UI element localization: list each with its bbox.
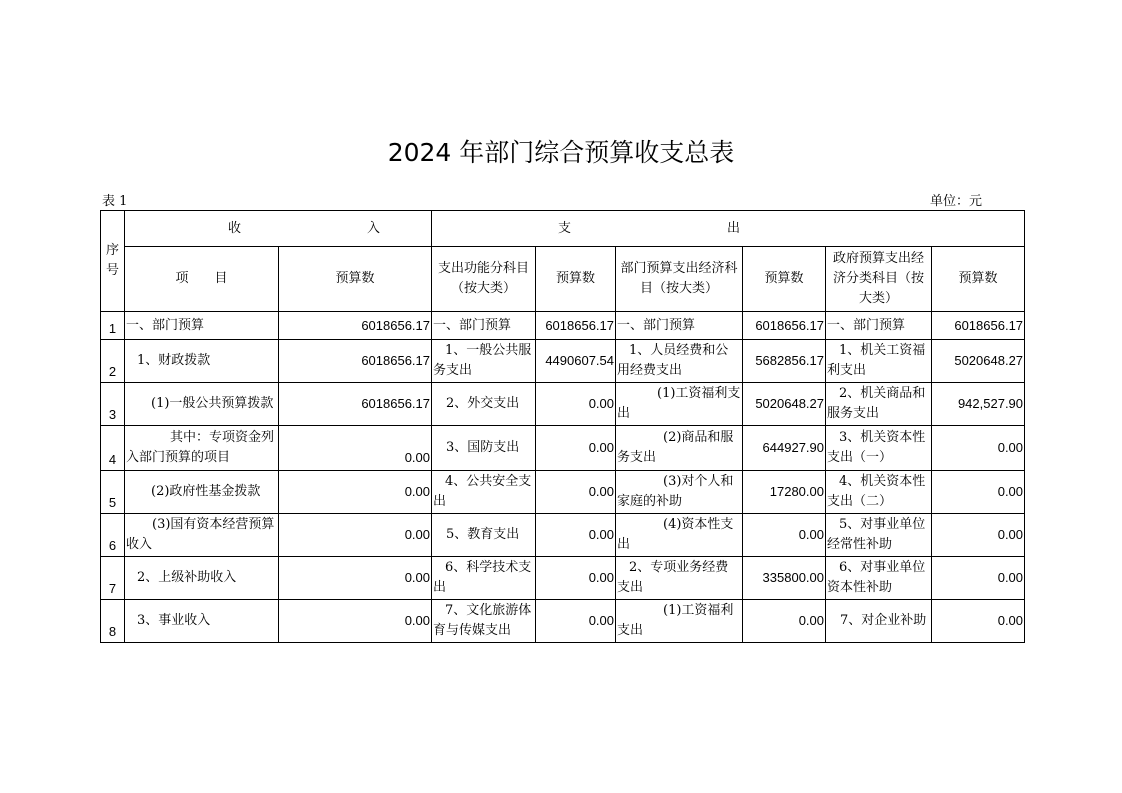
func-item: 6、科学技术支出: [432, 557, 536, 600]
header-expense: 支 出: [432, 211, 1025, 247]
dept-amount: 644927.90: [743, 426, 826, 471]
func-amount: 0.00: [536, 471, 616, 514]
header-income-budget: 预算数: [279, 247, 432, 312]
table-row: [101, 312, 1025, 340]
row-seq: 4: [101, 426, 125, 471]
func-amount: 4490607.54: [536, 340, 616, 383]
dept-item: (3)对个人和家庭的补助: [616, 471, 743, 514]
func-item: 一、部门预算: [432, 312, 536, 340]
func-amount: 0.00: [536, 426, 616, 471]
dept-amount: 0.00: [743, 600, 826, 643]
dept-amount: 17280.00: [743, 471, 826, 514]
table-row: [101, 340, 1025, 383]
table-row: [101, 383, 1025, 426]
income-item: (2)政府性基金拨款: [125, 471, 279, 514]
income-item: 一、部门预算: [125, 312, 279, 340]
header-item: 项 目: [125, 247, 279, 312]
row-seq: 8: [101, 600, 125, 643]
gov-amount: 0.00: [932, 600, 1025, 643]
header-seq: 序号: [101, 211, 125, 312]
income-item: 3、事业收入: [125, 600, 279, 643]
gov-item: 4、机关资本性支出（二）: [826, 471, 932, 514]
row-seq: 2: [101, 340, 125, 383]
gov-item: 2、机关商品和服务支出: [826, 383, 932, 426]
gov-amount: 0.00: [932, 426, 1025, 471]
func-amount: 0.00: [536, 514, 616, 557]
table-row: [101, 600, 1025, 643]
header-income: 收 入: [125, 211, 432, 247]
dept-amount: 6018656.17: [743, 312, 826, 340]
income-amount: 6018656.17: [279, 383, 432, 426]
header-func-subject: 支出功能分科目（按大类）: [432, 247, 536, 312]
dept-item: (2)商品和服务支出: [616, 426, 743, 471]
income-item: 1、财政拨款: [125, 340, 279, 383]
row-seq: 1: [101, 312, 125, 340]
header-gov-budget: 预算数: [932, 247, 1025, 312]
income-amount: 0.00: [279, 600, 432, 643]
income-amount: 0.00: [279, 471, 432, 514]
dept-amount: 5020648.27: [743, 383, 826, 426]
header-dept-budget: 预算数: [743, 247, 826, 312]
row-seq: 7: [101, 557, 125, 600]
dept-amount: 335800.00: [743, 557, 826, 600]
income-amount: 0.00: [279, 557, 432, 600]
func-item: 5、教育支出: [432, 514, 536, 557]
dept-item: (4)资本性支出: [616, 514, 743, 557]
dept-item: 1、人员经费和公用经费支出: [616, 340, 743, 383]
func-item: 2、外交支出: [432, 383, 536, 426]
income-item: (3)国有资本经营预算收入: [125, 514, 279, 557]
gov-amount: 0.00: [932, 514, 1025, 557]
func-item: 3、国防支出: [432, 426, 536, 471]
header-row-sub: [101, 247, 1025, 312]
gov-item: 6、对事业单位资本性补助: [826, 557, 932, 600]
row-seq: 6: [101, 514, 125, 557]
gov-item: 1、机关工资福利支出: [826, 340, 932, 383]
func-item: 1、一般公共服务支出: [432, 340, 536, 383]
dept-item: (1)工资福利支出: [616, 600, 743, 643]
table-row: [101, 426, 1025, 471]
income-item: (1)一般公共预算拨款: [125, 383, 279, 426]
dept-item: 一、部门预算: [616, 312, 743, 340]
header-row-main: [101, 211, 1025, 247]
income-amount: 0.00: [279, 514, 432, 557]
header-dept-subject: 部门预算支出经济科目（按大类）: [616, 247, 743, 312]
income-amount: 6018656.17: [279, 340, 432, 383]
table-row: [101, 514, 1025, 557]
row-seq: 5: [101, 471, 125, 514]
gov-item: 一、部门预算: [826, 312, 932, 340]
income-amount: 6018656.17: [279, 312, 432, 340]
func-amount: 0.00: [536, 557, 616, 600]
dept-amount: 0.00: [743, 514, 826, 557]
gov-item: 5、对事业单位经常性补助: [826, 514, 932, 557]
gov-amount: 6018656.17: [932, 312, 1025, 340]
func-amount: 6018656.17: [536, 312, 616, 340]
header-gov-subject: 政府预算支出经济分类科目（按大类）: [826, 247, 932, 312]
income-item: 其中：专项资金列入部门预算的项目: [125, 426, 279, 471]
table-label: 表 1: [102, 194, 128, 209]
gov-amount: 0.00: [932, 471, 1025, 514]
page-title: 2024 年部门综合预算收支总表: [387, 138, 735, 167]
dept-item: (1)工资福利支出: [616, 383, 743, 426]
row-seq: 3: [101, 383, 125, 426]
unit-label: 单位：元: [930, 194, 983, 209]
func-amount: 0.00: [536, 600, 616, 643]
gov-item: 7、对企业补助: [826, 600, 932, 643]
func-item: 4、公共安全支出: [432, 471, 536, 514]
gov-amount: 942,527.90: [932, 383, 1025, 426]
income-item: 2、上级补助收入: [125, 557, 279, 600]
table-row: [101, 557, 1025, 600]
func-item: 7、文化旅游体育与传媒支出: [432, 600, 536, 643]
table-row: [101, 471, 1025, 514]
func-amount: 0.00: [536, 383, 616, 426]
income-amount: 0.00: [279, 426, 432, 471]
header-func-budget: 预算数: [536, 247, 616, 312]
dept-amount: 5682856.17: [743, 340, 826, 383]
gov-item: 3、机关资本性支出（一）: [826, 426, 932, 471]
budget-table: [100, 210, 1025, 643]
dept-item: 2、专项业务经费支出: [616, 557, 743, 600]
gov-amount: 5020648.27: [932, 340, 1025, 383]
gov-amount: 0.00: [932, 557, 1025, 600]
